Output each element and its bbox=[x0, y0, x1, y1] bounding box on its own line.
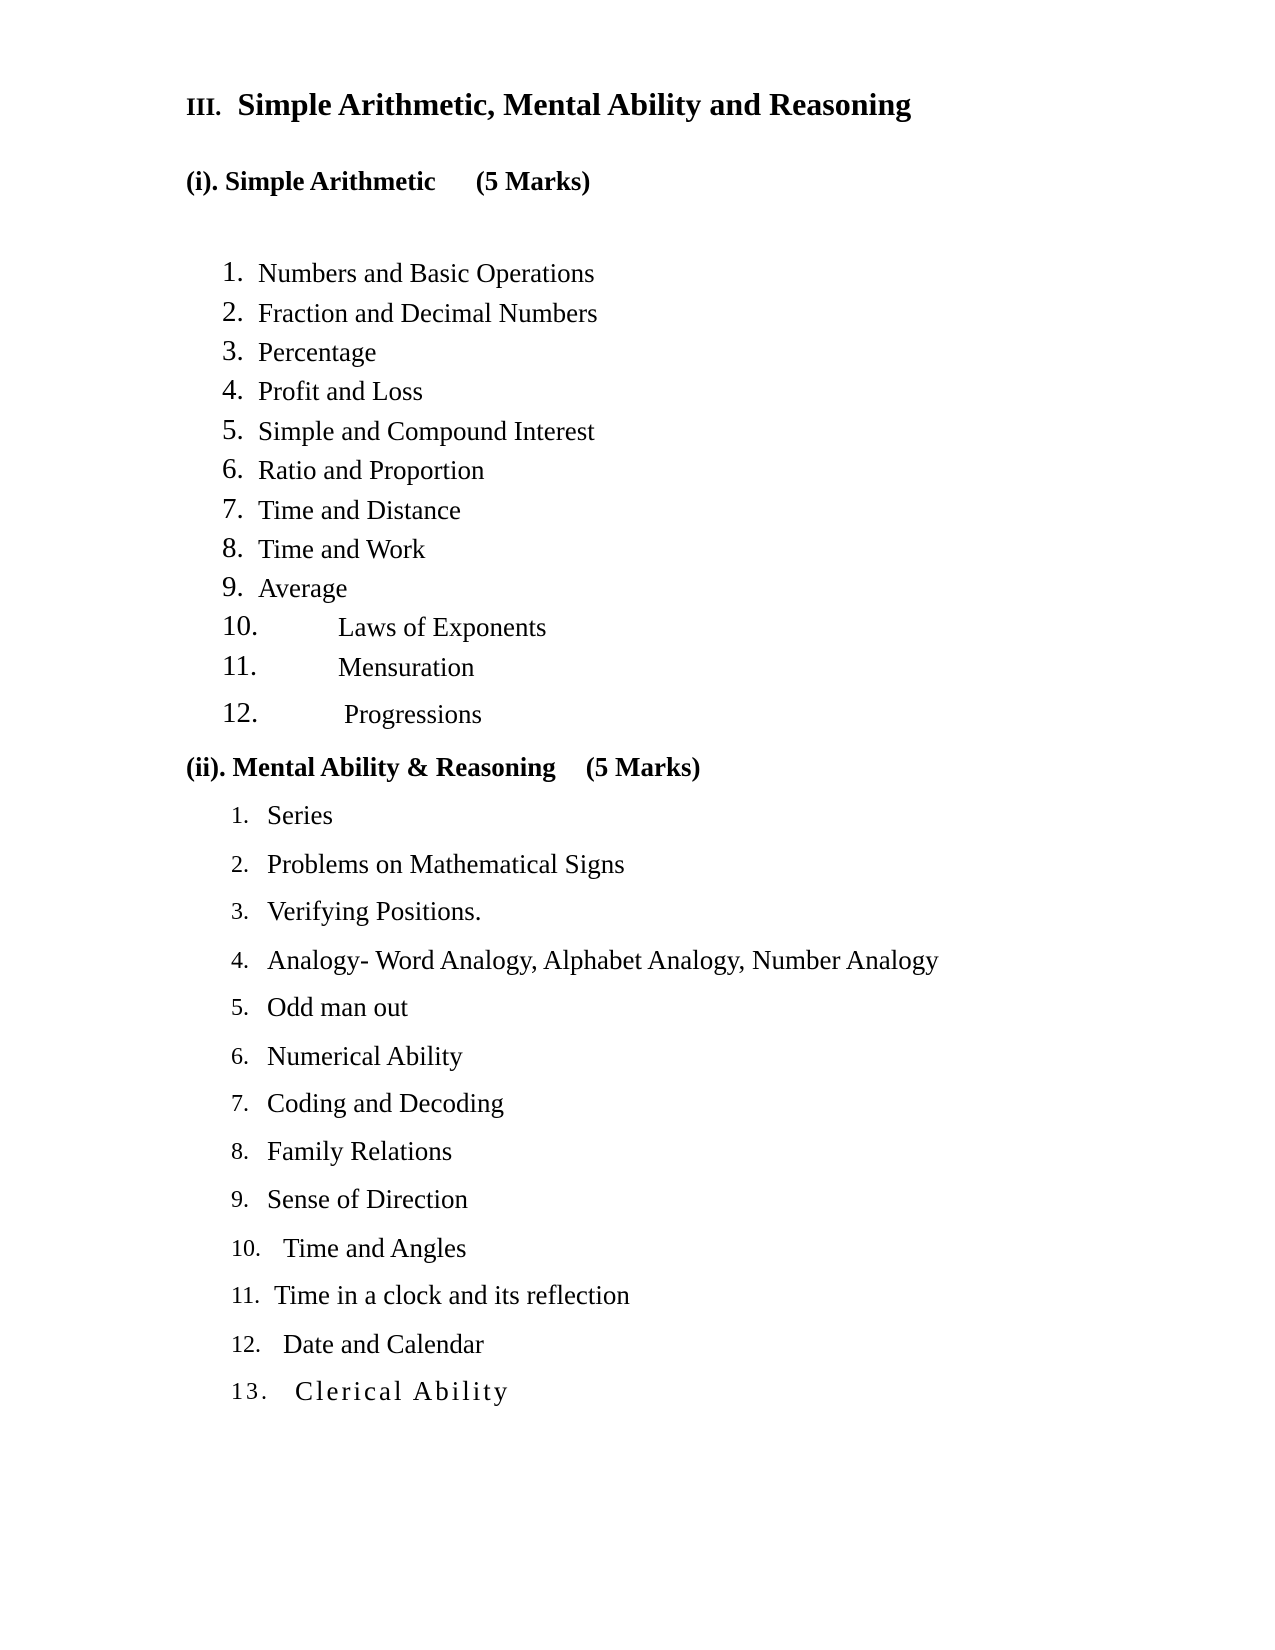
item-text: Analogy- Word Analogy, Alphabet Analogy, Number Analogy bbox=[267, 945, 939, 975]
item-number: 8. bbox=[222, 532, 244, 564]
item-number: 4. bbox=[231, 948, 249, 974]
item-text: Series bbox=[267, 800, 333, 830]
item-number: 13. bbox=[231, 1379, 270, 1405]
item-number: 7. bbox=[222, 493, 244, 525]
item-number: 4. bbox=[222, 374, 244, 406]
item-text: Problems on Mathematical Signs bbox=[267, 849, 625, 879]
item-text: Time and Angles bbox=[283, 1233, 467, 1263]
item-text: Verifying Positions. bbox=[267, 896, 482, 926]
item-number: 7. bbox=[231, 1091, 249, 1117]
item-number: 12. bbox=[231, 1332, 261, 1358]
item-number: 12. bbox=[222, 697, 259, 729]
item-text: Mensuration bbox=[338, 652, 475, 682]
section-numeral: III. bbox=[186, 94, 222, 121]
item-text: Time in a clock and its reflection bbox=[274, 1280, 630, 1310]
item-text: Percentage bbox=[258, 337, 377, 367]
item-text: Laws of Exponents bbox=[338, 612, 547, 642]
item-number: 9. bbox=[222, 571, 244, 603]
item-text: Coding and Decoding bbox=[267, 1088, 504, 1118]
subsection-heading-mental-ability bbox=[186, 754, 700, 781]
item-number: 10. bbox=[231, 1236, 261, 1262]
item-number: 11. bbox=[222, 650, 258, 682]
item-number: 10. bbox=[222, 610, 259, 642]
item-number: 1. bbox=[231, 803, 249, 829]
item-text: Date and Calendar bbox=[283, 1329, 484, 1359]
item-text: Odd man out bbox=[267, 992, 408, 1022]
item-text: Time and Work bbox=[258, 534, 426, 564]
item-text: Average bbox=[258, 573, 348, 603]
subsection-heading-simple-arithmetic bbox=[186, 168, 590, 195]
item-number: 3. bbox=[231, 899, 249, 925]
item-text: Progressions bbox=[344, 699, 483, 729]
item-number: 9. bbox=[231, 1187, 249, 1213]
section-title: Simple Arithmetic, Mental Ability and Reasoning bbox=[237, 86, 912, 122]
item-number: 5. bbox=[222, 414, 244, 446]
item-number: 2. bbox=[231, 852, 249, 878]
page-title bbox=[186, 88, 911, 120]
item-number: 8. bbox=[231, 1139, 249, 1165]
item-number: 6. bbox=[231, 1044, 249, 1070]
item-text: Time and Distance bbox=[258, 495, 461, 525]
item-text: Simple and Compound Interest bbox=[258, 416, 595, 446]
subsection-label: (ii). Mental Ability & Reasoning bbox=[186, 752, 556, 782]
item-text: Ratio and Proportion bbox=[258, 455, 485, 485]
item-number: 3. bbox=[222, 335, 244, 367]
item-number: 6. bbox=[222, 453, 244, 485]
item-text: Profit and Loss bbox=[258, 376, 423, 406]
item-number: 11. bbox=[231, 1283, 261, 1309]
subsection-marks: (5 Marks) bbox=[475, 166, 591, 196]
item-text: Sense of Direction bbox=[267, 1184, 468, 1214]
item-text: Clerical Ability bbox=[295, 1376, 511, 1406]
subsection-label: (i). Simple Arithmetic bbox=[186, 166, 436, 196]
item-text: Numbers and Basic Operations bbox=[258, 258, 595, 288]
item-number: 2. bbox=[222, 296, 244, 328]
item-text: Numerical Ability bbox=[267, 1041, 463, 1071]
item-number: 1. bbox=[222, 256, 244, 288]
subsection-marks: (5 Marks) bbox=[585, 752, 701, 782]
item-text: Family Relations bbox=[267, 1136, 453, 1166]
item-number: 5. bbox=[231, 995, 249, 1021]
item-text: Fraction and Decimal Numbers bbox=[258, 298, 598, 328]
